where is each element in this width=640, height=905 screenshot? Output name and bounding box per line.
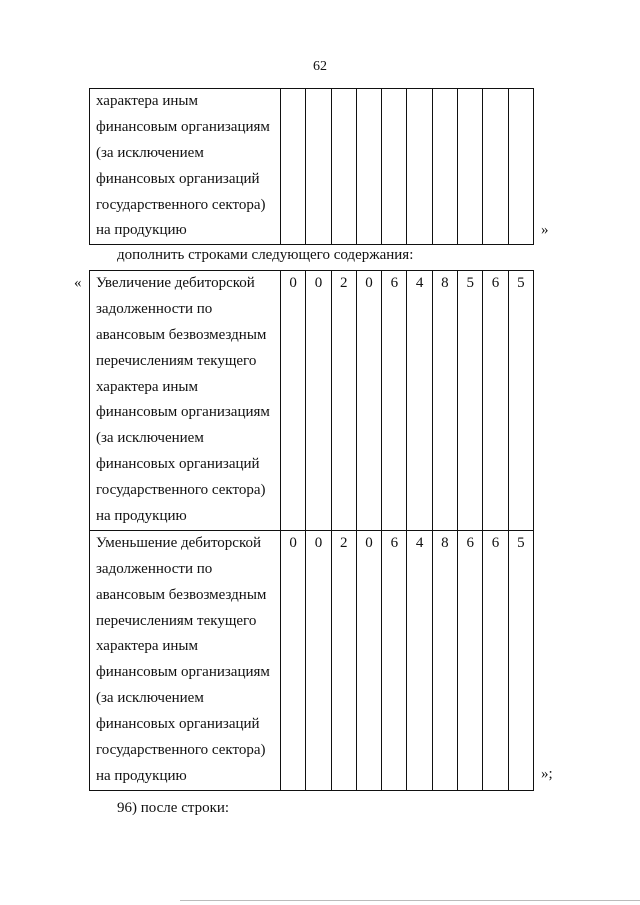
description-line: характера иным: [96, 93, 198, 109]
code-cell: [483, 89, 508, 245]
code-digit-cell: [483, 530, 508, 790]
description-line: на продукцию: [96, 767, 187, 784]
code-digit-cell: [356, 271, 381, 531]
table-row: [90, 89, 534, 245]
code-digit: 4: [415, 275, 424, 291]
code-digit-cell: [508, 271, 533, 531]
code-digit-cell: [356, 530, 381, 790]
code-digit: 2: [339, 534, 348, 551]
description-line: характера иным: [96, 378, 198, 395]
code-digit: 6: [390, 534, 399, 551]
row-description: [90, 530, 281, 790]
code-cell: [306, 89, 331, 245]
code-digit: 8: [441, 534, 449, 551]
code-cell: [356, 89, 381, 245]
code-cell: [432, 89, 457, 245]
table-row: [90, 271, 534, 531]
description-line: Увеличение дебиторской: [96, 275, 255, 291]
description-line: авансовым безвозмездным: [96, 586, 267, 603]
code-digit-cell: [306, 530, 331, 790]
code-cell: [407, 89, 432, 245]
code-digit: 5: [466, 275, 474, 291]
row-description: [90, 89, 281, 245]
code-cell: [281, 89, 306, 245]
description-line: (за исключением: [96, 430, 204, 447]
code-digit: 6: [466, 534, 474, 551]
code-cell: [331, 89, 356, 245]
code-digit-cell: [306, 271, 331, 531]
code-digit-cell: [432, 271, 457, 531]
code-digit-cell: [508, 530, 533, 790]
code-digit: 6: [390, 275, 399, 291]
code-digit-cell: [458, 530, 483, 790]
closing-quote: »;: [541, 766, 553, 782]
description-line: (за исключением: [96, 690, 204, 707]
code-digit: 8: [441, 275, 449, 291]
code-digit-cell: [382, 271, 407, 531]
instruction-text: дополнить строками следующего содержания:: [117, 247, 414, 263]
next-item-text: 96) после строки:: [117, 800, 230, 816]
code-cell: [508, 89, 533, 245]
code-digit: 0: [365, 275, 373, 291]
opening-quote: «: [74, 275, 82, 291]
description-line: финансовым организациям: [96, 664, 270, 681]
description-line: авансовым безвозмездным: [96, 326, 267, 343]
previous-row-table: [89, 88, 534, 245]
description-line: Уменьшение дебиторской: [96, 534, 262, 551]
code-digit-cell: [407, 530, 432, 790]
description-line: финансовым организациям: [96, 404, 270, 421]
page-number: 62: [313, 59, 327, 74]
description-line: задолженности по: [96, 560, 213, 577]
table-row: [90, 530, 534, 790]
code-cell: [382, 89, 407, 245]
description-line: государственного сектора): [96, 742, 266, 759]
scan-edge-line: [180, 900, 640, 901]
code-digit-cell: [281, 271, 306, 531]
code-digit: 0: [314, 534, 323, 551]
description-line: финансовых организаций: [96, 716, 260, 733]
description-line: государственного сектора): [96, 482, 266, 499]
description-line: (за исключением: [96, 144, 204, 161]
description-line: финансовых организаций: [96, 456, 260, 473]
code-digit: 0: [365, 534, 373, 551]
description-line: характера иным: [96, 638, 198, 655]
code-digit-cell: [331, 530, 356, 790]
description-line: финансовых организаций: [96, 170, 260, 187]
code-digit: 5: [517, 534, 525, 551]
code-digit: 0: [314, 275, 323, 291]
description-line: на продукцию: [96, 222, 187, 239]
code-digit-cell: [458, 271, 483, 531]
code-digit: 0: [289, 534, 297, 551]
code-digit-cell: [331, 271, 356, 531]
code-digit-cell: [407, 271, 432, 531]
code-digit-cell: [281, 530, 306, 790]
code-digit-cell: [432, 530, 457, 790]
row-description: [90, 271, 281, 531]
new-rows-table: [89, 270, 534, 791]
code-digit: 4: [415, 534, 424, 551]
description-line: перечислениям текущего: [96, 612, 257, 629]
description-line: государственного сектора): [96, 196, 266, 213]
code-cell: [458, 89, 483, 245]
code-digit-cell: [483, 271, 508, 531]
closing-quote: »: [541, 222, 549, 238]
code-digit: 0: [289, 275, 297, 291]
code-digit: 6: [491, 534, 500, 551]
description-line: задолженности по: [96, 300, 213, 317]
code-digit: 2: [339, 275, 348, 291]
code-digit-cell: [382, 530, 407, 790]
code-digit: 6: [491, 275, 500, 291]
code-digit: 5: [517, 275, 525, 291]
description-line: финансовым организациям: [96, 118, 270, 135]
description-line: перечислениям текущего: [96, 352, 257, 369]
description-line: на продукцию: [96, 508, 187, 525]
